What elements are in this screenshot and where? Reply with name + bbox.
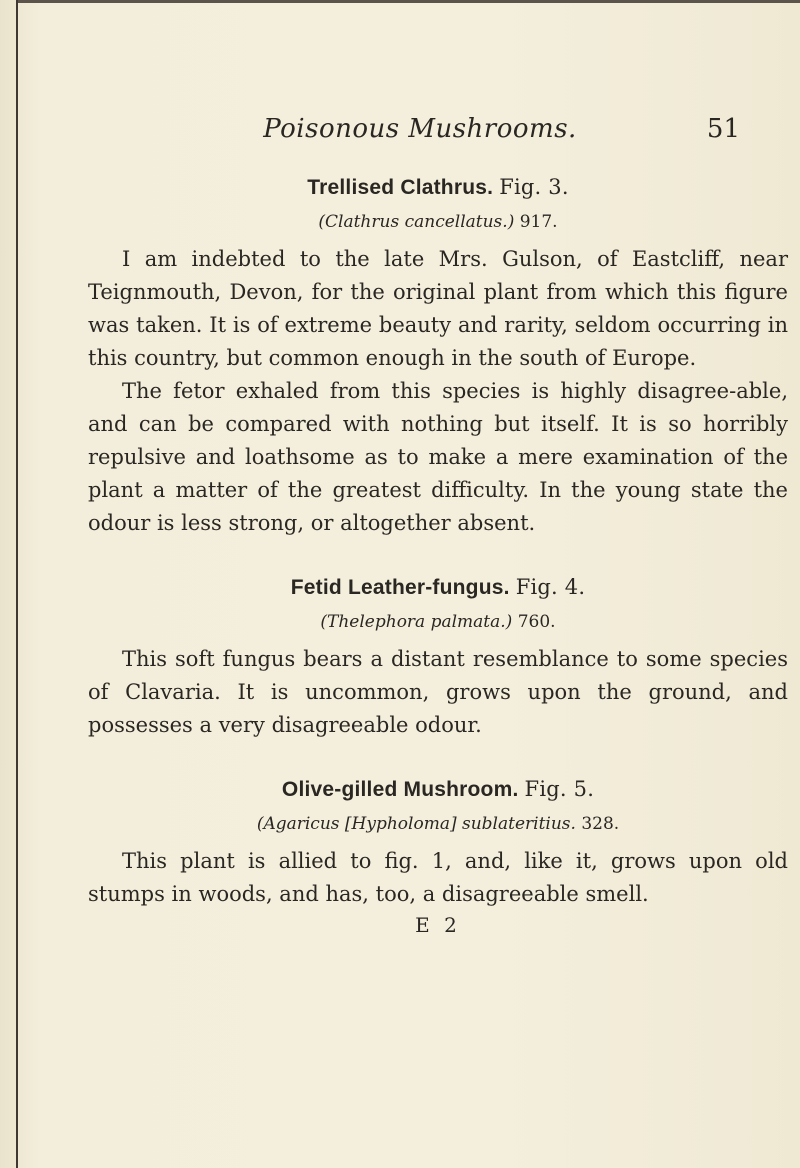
species-number: 328. bbox=[581, 814, 620, 834]
signature-mark: E 2 bbox=[415, 913, 461, 937]
page-spine-edge bbox=[16, 0, 18, 1168]
species-number: 917. bbox=[519, 212, 558, 232]
figure-reference: Fig. 4. bbox=[515, 575, 586, 599]
running-head bbox=[0, 112, 800, 148]
paragraph: This soft fungus bears a distant resemblance to some species of Clavaria. It is uncommon, grows upon the ground, and possesses a very disagreeable odour. bbox=[88, 647, 788, 737]
page-top-edge bbox=[18, 0, 800, 3]
latin-name: (Clathrus cancellatus.) bbox=[318, 212, 515, 232]
section-spacer bbox=[88, 540, 788, 570]
section-fetid-leather-fungus bbox=[88, 570, 788, 742]
paragraph: This plant is allied to fig. 1, and, like it, grows upon old stumps in woods, and has, too, a disagreeable smell. bbox=[88, 849, 788, 906]
section-title: Trellised Clathrus. bbox=[307, 176, 494, 199]
paragraph: I am indebted to the late Mrs. Gulson, of Eastcliff, near Teignmouth, Devon, for the original plant from which this figure was taken. It is of extreme beauty and rarity, seldom occurring in this country, but common enough in the south of Europe. bbox=[88, 247, 788, 370]
section-heading bbox=[88, 570, 788, 605]
text-block bbox=[88, 170, 788, 939]
figure-reference: Fig. 5. bbox=[524, 777, 595, 801]
section-trellised-clathrus bbox=[88, 170, 788, 540]
running-title: Poisonous Mushrooms. bbox=[263, 114, 577, 144]
figure-reference: Fig. 3. bbox=[499, 175, 569, 199]
section-title: Fetid Leather-fungus. bbox=[290, 576, 510, 599]
species-number: 760. bbox=[517, 612, 556, 632]
section-title: Olive-gilled Mushroom. bbox=[281, 778, 519, 801]
section-heading bbox=[88, 170, 788, 205]
latin-name-line bbox=[88, 605, 788, 639]
latin-name: (Agaricus [Hypholoma] sublateritius. bbox=[256, 814, 576, 834]
section-spacer bbox=[88, 742, 788, 772]
page-number: 51 bbox=[706, 114, 740, 144]
section-olive-gilled-mushroom bbox=[88, 772, 788, 911]
section-heading bbox=[88, 772, 788, 807]
latin-name: (Thelephora palmata.) bbox=[320, 612, 513, 632]
latin-name-line bbox=[88, 807, 788, 841]
latin-name-line bbox=[88, 205, 788, 239]
paragraph: The fetor exhaled from this species is highly disagree-able, and can be compared with nothing but itself. It is so horribly repulsive and loathsome as to make a mere examination of the plant a matter of the greatest difficulty. In the young state the odour is less strong, or altogether absent. bbox=[88, 379, 788, 535]
